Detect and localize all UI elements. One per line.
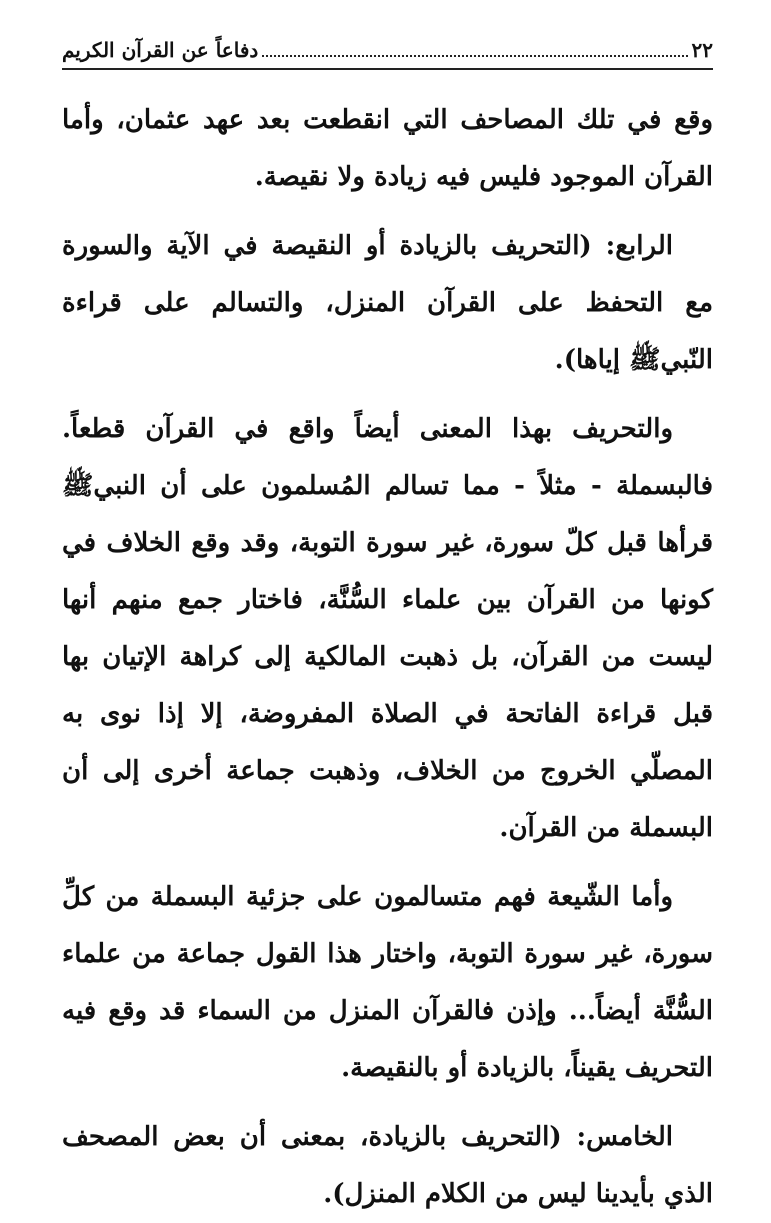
- body-text: [62, 92, 713, 1223]
- paragraph: وقع في تلك المصاحف التي انقطعت بعد عهد عثمان، وأما القرآن الموجود فليس فيه زيادة ولا نقيصة.: [62, 105, 713, 192]
- paragraph: الخامس: (التحريف بالزيادة، بمعنى أن بعض المصحف الذي بأيدينا ليس من الكلام المنزل).: [62, 1122, 713, 1209]
- header-rule: [62, 68, 713, 70]
- paragraph: الرابع: (التحريف بالزيادة أو النقيصة في الآية والسورة مع التحفظ على القرآن المنزل، والتسالم على قراءة النّبيﷺ إياها).: [62, 231, 713, 375]
- page-number: ٢٢: [691, 38, 713, 62]
- header-dot-leader: [262, 55, 687, 57]
- book-title: دفاعاً عن القرآن الكريم: [62, 38, 259, 62]
- paragraph: والتحريف بهذا المعنى أيضاً واقع في القرآن قطعاً. فالبسملة - مثلاً - مما تسالم المُسلمون على أن النبيﷺ قرأها قبل كلّ سورة، غير سورة التوبة، وقد وقع الخلاف في كونها من القرآن بين علماء السُّنَّة، فاختار جمع منهم أنها ليست من القرآن، بل ذهبت المالكية إلى كراهة الإتيان بها قبل قراءة الفاتحة في الصلاة المفروضة، إلا إذا نوى به المصلّي الخروج من الخلاف، وذهبت جماعة أخرى إلى أن البسملة من القرآن.: [62, 414, 713, 843]
- running-header: [62, 38, 713, 68]
- paragraph: وأما الشّيعة فهم متسالمون على جزئية البسملة من كلِّ سورة، غير سورة التوبة، واختار هذا القول جماعة من علماء السُّنَّة أيضاً... وإذن فالقرآن المنزل من السماء قد وقع فيه التحريف يقيناً، بالزيادة أو بالنقيصة.: [62, 882, 713, 1083]
